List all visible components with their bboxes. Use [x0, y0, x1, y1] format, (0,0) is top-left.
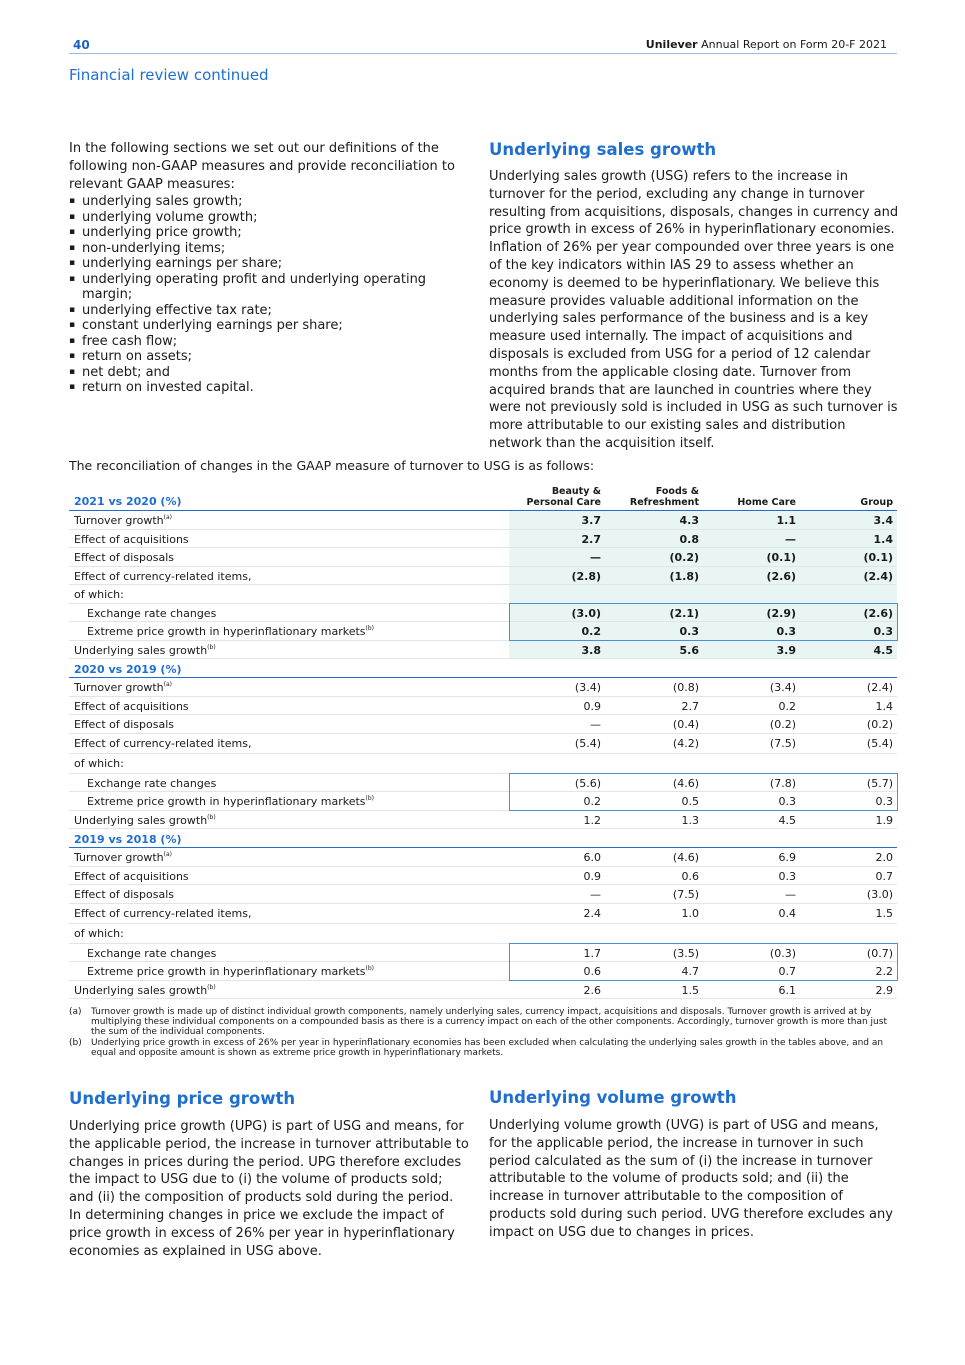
table-cell: 6.1: [778, 983, 796, 997]
row-label-text: Effect of disposals: [74, 718, 174, 731]
table-cell: 3.7: [581, 514, 601, 527]
table-cell: 0.6: [681, 869, 699, 883]
table-cell: 0.3: [679, 625, 699, 638]
row-label-text: Turnover growth: [74, 514, 164, 527]
table-cell: (5.4): [866, 736, 893, 750]
upg-section: [69, 1089, 469, 1260]
row-label: [87, 795, 374, 808]
table-row: [69, 811, 897, 830]
table-cell: (7.5): [769, 736, 796, 750]
usg-section: [489, 140, 899, 453]
table-cell: 0.3: [873, 625, 893, 638]
list-item: ▪ underlying sales growth;: [69, 194, 469, 210]
section-title: 2020 vs 2019 (%): [74, 663, 182, 676]
row-label: [74, 927, 124, 940]
footnote-text: Turnover growth is made up of distinct individual growth components, namely underlying sales, currency impact, acquisitions and disposals. Turnover growth is arrived at by multiplying these individual components on a compounded basis as there is a currency impact on each of the other components. Accordingly, turnover growth is more than just the sum of the individual components.: [91, 1007, 887, 1037]
row-label: [74, 570, 251, 583]
row-label-text: Exchange rate changes: [87, 946, 217, 960]
row-label: [74, 907, 251, 920]
table-header-row: [69, 483, 897, 511]
table-cell: 0.3: [776, 625, 796, 638]
row-label-text: Underlying sales growth: [74, 643, 208, 657]
table-cell: (0.3): [769, 946, 796, 960]
table-cell: 0.3: [875, 795, 893, 808]
table-cell: (4.2): [672, 736, 699, 750]
column-header-line: Foods &: [655, 486, 699, 497]
footnote-ref: (a): [163, 851, 172, 859]
usg-body: Underlying sales growth (USG) refers to the increase in turnover for the period, excluding any change in turnover resulting from acquisitions, disposals, changes in currency and price growth in excess of 26% in hyperinflationary economies. Inflation of 26% per year compounded over three years is one of the key indicators within IAS 29 to assess whether an economy is deemed to be hyperinflationary. We believe this measure provides valuable additional information on the underlying sales performance of the business and is a key measure used internally. The impact of acquisitions and disposals is excluded from USG for a period of 12 calendar months from the applicable closing date. Turnover from acquired brands that are launched in countries where they were not previously sold is included in USG as such turnover is more attributable to our existing sales and distribution network than the acquisition itself.: [489, 169, 899, 451]
list-item: ▪ underlying earnings per share;: [69, 256, 469, 272]
table-cell: (2.6): [863, 606, 893, 620]
table-row: [69, 734, 897, 754]
column-header-line: Refreshment: [629, 497, 699, 508]
row-label: [74, 551, 174, 564]
table-row: [69, 585, 897, 604]
table-cell: 1.4: [873, 532, 893, 546]
table-cell: 5.6: [679, 643, 699, 657]
table-row: [69, 567, 897, 586]
row-label-text: Effect of disposals: [74, 888, 174, 901]
table-cell: 1.5: [875, 906, 893, 920]
table-cell: (5.7): [866, 776, 893, 790]
table-cell: 4.7: [681, 965, 699, 978]
table-cell: (7.8): [769, 776, 796, 790]
table-cell: (7.5): [672, 888, 699, 901]
uvg-heading: Underlying volume growth: [489, 1088, 737, 1107]
uvg-body: Underlying volume growth (UVG) is part of USG and means, for the applicable period, the increase in turnover in such period calculated as the sum of (i) the increase in turnover attributable to the volume of products sold; and (ii) the increase in turnover attributable to the composition of products sold during such period. UVG therefore excludes any impact on USG due to changes in prices.: [489, 1118, 893, 1240]
measure-list: [69, 194, 469, 396]
row-label: [74, 984, 216, 997]
table-row: [69, 678, 897, 697]
table-cell: 0.2: [583, 795, 601, 808]
footnote-ref: (b): [207, 983, 216, 991]
table-cell: 3.9: [776, 643, 796, 657]
table-row: [69, 774, 897, 793]
table-cell: 0.9: [583, 699, 601, 713]
row-label: [87, 947, 216, 960]
list-item: ▪ underlying effective tax rate;: [69, 303, 469, 319]
row-label: [87, 777, 216, 790]
table-row: [69, 697, 897, 716]
table-cell: (3.0): [866, 888, 893, 901]
footnote-ref: (b): [207, 643, 216, 651]
table-cell: 2.7: [681, 699, 699, 713]
list-item: ▪ underlying operating profit and underlying operating margin;: [69, 272, 469, 303]
table-cell: 1.1: [776, 514, 796, 527]
table-cell: (0.4): [672, 718, 699, 731]
column-header: [701, 497, 796, 508]
table-cell: 1.5: [681, 983, 699, 997]
upg-heading: Underlying price growth: [69, 1089, 296, 1108]
row-label-text: Effect of currency-related items,: [74, 569, 252, 583]
table-cell: 1.0: [681, 906, 699, 920]
footnote-b: [69, 1038, 897, 1058]
page-number: 40: [73, 38, 90, 52]
table-row: [69, 944, 897, 963]
intro-text: In the following sections we set out our definitions of the following non-GAAP measures and provide reconciliation to relevant GAAP measures:: [69, 141, 455, 192]
reconciliation-intro: The reconciliation of changes in the GAAP measure of turnover to USG is as follows:: [69, 458, 595, 473]
column-header-line: Beauty &: [551, 486, 601, 497]
footnote-a: [69, 1007, 897, 1037]
list-item: ▪ net debt; and: [69, 365, 469, 381]
table-cell: 0.5: [681, 795, 699, 808]
table-cell: 2.2: [875, 965, 893, 978]
table-row: [69, 604, 897, 623]
table-cell: —: [590, 888, 601, 901]
row-label: [74, 718, 174, 731]
table-cell: 4.5: [873, 643, 893, 657]
table-cell: —: [590, 551, 601, 564]
uvg-section: [489, 1088, 899, 1242]
table-cell: 0.7: [778, 965, 796, 978]
table-cell: —: [785, 532, 796, 546]
row-label: [74, 814, 216, 827]
row-label-text: Extreme price growth in hyperinflationary markets: [87, 625, 366, 638]
table-cell: 0.2: [581, 625, 601, 638]
table-row: [69, 885, 897, 904]
row-label: [87, 625, 374, 638]
footnote-ref: (b): [207, 813, 216, 821]
footnote-ref: (a): [163, 514, 172, 522]
section-header-row: [69, 829, 897, 848]
list-item: ▪ non-underlying items;: [69, 241, 469, 257]
list-item: ▪ underlying price growth;: [69, 225, 469, 241]
row-label: [74, 888, 174, 901]
table-row: [69, 548, 897, 567]
row-label-text: of which:: [74, 588, 124, 601]
column-header-line: Group: [860, 497, 893, 508]
row-label: [74, 514, 172, 527]
footnote-ref: (b): [365, 795, 375, 803]
table-cell: (4.6): [672, 851, 699, 864]
table-cell: 0.8: [679, 532, 699, 546]
footnote-mark: (a): [69, 1007, 82, 1017]
row-label: [74, 700, 189, 713]
row-label-text: Exchange rate changes: [87, 606, 217, 620]
table-cell: 0.3: [778, 795, 796, 808]
footnote-ref: (b): [365, 625, 375, 633]
table-cell: (1.8): [669, 569, 699, 583]
row-label-text: Extreme price growth in hyperinflationary markets: [87, 795, 366, 808]
table-cell: (4.6): [672, 776, 699, 790]
table-cell: (0.2): [866, 718, 893, 731]
table-cell: 2.4: [583, 906, 601, 920]
usg-heading: Underlying sales growth: [489, 140, 717, 159]
table-cell: 4.3: [679, 514, 699, 527]
table-cell: 0.7: [875, 869, 893, 883]
table-cell: (0.7): [866, 946, 893, 960]
section-title: 2021 vs 2020 (%): [74, 495, 182, 508]
table-row: [69, 981, 897, 1000]
table-cell: (2.1): [669, 606, 699, 620]
footnote-ref: (a): [163, 681, 172, 689]
row-label: [74, 681, 172, 694]
table-cell: (5.4): [574, 736, 601, 750]
table-cell: (2.4): [863, 569, 893, 583]
table-cell: (2.8): [571, 569, 601, 583]
table-cell: 0.2: [778, 699, 796, 713]
company-name: Unilever: [645, 38, 698, 51]
table-cell: 1.9: [875, 813, 893, 827]
table-row: [69, 962, 897, 981]
row-label: [74, 737, 251, 750]
table-cell: —: [590, 718, 601, 731]
table-row: [69, 715, 897, 734]
row-label-text: Underlying sales growth: [74, 983, 208, 997]
row-label-text: Effect of currency-related items,: [74, 736, 252, 750]
table-cell: (3.4): [769, 681, 796, 694]
table-cell: 0.3: [778, 869, 796, 883]
table-cell: 1.3: [681, 813, 699, 827]
row-label-text: Effect of acquisitions: [74, 532, 189, 546]
list-item: ▪ underlying volume growth;: [69, 210, 469, 226]
table-cell: 6.0: [583, 851, 601, 864]
column-header: [506, 486, 601, 508]
table-cell: —: [785, 888, 796, 901]
row-label: [74, 757, 124, 770]
list-item: ▪ free cash flow;: [69, 334, 469, 350]
reconciliation-table: [69, 483, 897, 999]
row-label-text: Effect of disposals: [74, 551, 174, 564]
table-cell: 3.8: [581, 643, 601, 657]
footnote-ref: (b): [365, 965, 375, 973]
table-cell: (3.4): [574, 681, 601, 694]
table-cell: 2.7: [581, 532, 601, 546]
list-item: ▪ constant underlying earnings per share;: [69, 318, 469, 334]
column-header-line: Home Care: [737, 497, 796, 508]
table-cell: 4.5: [778, 813, 796, 827]
table-cell: (0.1): [766, 551, 796, 564]
row-label: [87, 965, 374, 978]
table-cell: 1.4: [875, 699, 893, 713]
column-header-line: Personal Care: [526, 497, 601, 508]
table-cell: (2.9): [766, 606, 796, 620]
table-cell: 2.9: [875, 983, 893, 997]
row-label-text: of which:: [74, 756, 124, 770]
table-cell: (3.0): [571, 606, 601, 620]
table-row: [69, 622, 897, 641]
table-cell: 3.4: [873, 514, 893, 527]
column-header: [604, 486, 699, 508]
table-cell: 2.0: [875, 851, 893, 864]
row-label-text: Turnover growth: [74, 851, 164, 864]
table-row: [69, 754, 897, 774]
page-header: [69, 36, 897, 54]
report-title: [646, 38, 887, 51]
footnotes: [69, 1007, 897, 1059]
row-label: [74, 588, 124, 601]
table-cell: (2.6): [766, 569, 796, 583]
table-cell: (3.5): [672, 946, 699, 960]
table-row: [69, 904, 897, 924]
table-cell: 2.6: [583, 983, 601, 997]
table-cell: 1.7: [583, 946, 601, 960]
table-row: [69, 792, 897, 811]
row-label-text: Underlying sales growth: [74, 813, 208, 827]
table-row: [69, 530, 897, 549]
row-label: [74, 851, 172, 864]
section-header-row: [69, 659, 897, 678]
footnote-text: Underlying price growth in excess of 26% per year in hyperinflationary economies has been excluded when calculating the underlying sales growth in the tables above, and an equal and opposite amount is shown as extreme price growth in hyperinflationary markets.: [91, 1038, 884, 1058]
row-label: [87, 607, 216, 620]
list-item: ▪ return on assets;: [69, 349, 469, 365]
table-cell: (5.6): [574, 776, 601, 790]
table-cell: (0.2): [669, 551, 699, 564]
report-title-text: Annual Report on Form 20-F 2021: [701, 38, 887, 51]
column-header: [798, 497, 893, 508]
table-row: [69, 848, 897, 867]
table-cell: 1.2: [583, 813, 601, 827]
section-subtitle: Financial review continued: [69, 66, 269, 84]
row-label: [74, 870, 189, 883]
row-label: [74, 533, 189, 546]
row-label-text: Turnover growth: [74, 681, 164, 694]
row-label: [74, 644, 216, 657]
section-title: 2019 vs 2018 (%): [74, 833, 182, 846]
table-row: [69, 867, 897, 886]
table-cell: 0.9: [583, 869, 601, 883]
intro-block: [69, 140, 469, 396]
table-cell: (0.8): [672, 681, 699, 694]
table-cell: (0.1): [863, 551, 893, 564]
row-label-text: Effect of acquisitions: [74, 699, 189, 713]
table-cell: 6.9: [778, 851, 796, 864]
table-row: [69, 924, 897, 944]
row-label-text: Extreme price growth in hyperinflationary markets: [87, 965, 366, 978]
upg-body: Underlying price growth (UPG) is part of USG and means, for the applicable period, the increase in turnover attributable to changes in prices during the period. UPG therefore excludes the impact to USG due to (i) the volume of products sold; and (ii) the composition of products sold during the period. In determining changes in price we exclude the impact of price growth in excess of 26% per year in hyperinflationary economies as explained in USG above.: [69, 1119, 469, 1259]
table-row: [69, 641, 897, 660]
table-cell: (0.2): [769, 718, 796, 731]
table-cell: 0.6: [583, 965, 601, 978]
row-label-text: of which:: [74, 926, 124, 940]
list-item: ▪ return on invested capital.: [69, 380, 469, 396]
table-cell: (2.4): [866, 681, 893, 694]
table-row: [69, 511, 897, 530]
table-cell: 0.4: [778, 906, 796, 920]
row-label-text: Exchange rate changes: [87, 776, 217, 790]
row-label-text: Effect of acquisitions: [74, 869, 189, 883]
footnote-mark: (b): [69, 1038, 82, 1048]
row-label-text: Effect of currency-related items,: [74, 906, 252, 920]
